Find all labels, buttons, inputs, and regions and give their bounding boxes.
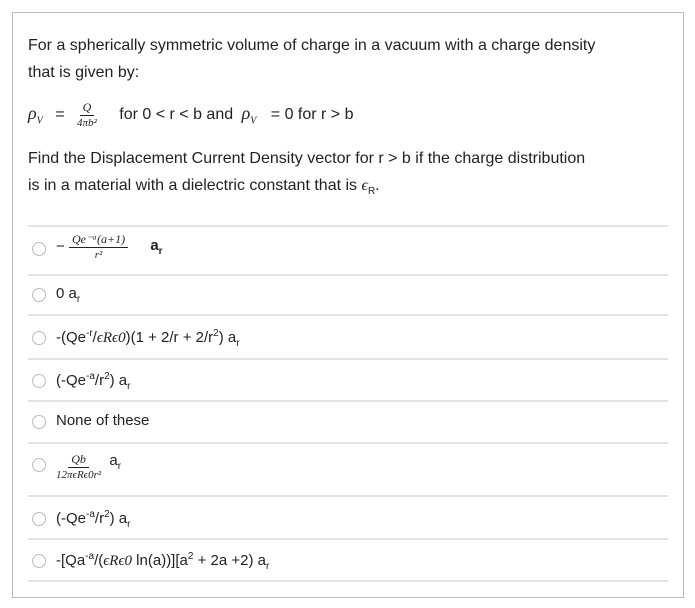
question-line-1: For a spherically symmetric volume of charge in a vacuum with a charge density bbox=[28, 37, 596, 54]
divider bbox=[28, 538, 668, 540]
option-5-radio[interactable] bbox=[32, 415, 46, 429]
option-text: 0 a bbox=[56, 285, 77, 302]
option-6-label[interactable] bbox=[56, 452, 121, 482]
minus-sign: − bbox=[56, 237, 65, 255]
equals-sign: = bbox=[55, 106, 65, 124]
option-6-fraction bbox=[56, 452, 101, 482]
option-1-fraction bbox=[69, 232, 128, 262]
unit-subscript: r bbox=[266, 561, 270, 572]
question-line-4-text: is in a material with a dielectric constant that is bbox=[28, 177, 358, 194]
superscript: -a bbox=[86, 371, 95, 382]
option-text: / bbox=[92, 329, 97, 346]
option-text: (-Qe bbox=[56, 510, 86, 527]
rho-symbol: ρ bbox=[241, 103, 251, 124]
divider bbox=[28, 274, 668, 276]
epsilon-product: ϵRϵ0 bbox=[103, 553, 133, 569]
epsilon-symbol: ϵ bbox=[361, 177, 368, 194]
epsilon-product: ϵRϵ0 bbox=[96, 330, 126, 346]
option-1-label[interactable] bbox=[56, 232, 163, 262]
question-line-3: Find the Displacement Current Density vector for r > b if the charge distribution bbox=[28, 150, 586, 167]
option-2-radio[interactable] bbox=[32, 288, 46, 302]
option-text: + 2a +2) a bbox=[193, 552, 266, 569]
option-5-label[interactable] bbox=[56, 412, 149, 429]
unit-vector: a bbox=[150, 237, 159, 254]
unit-subscript: r bbox=[236, 338, 240, 349]
superscript: 2 bbox=[187, 551, 194, 562]
superscript: -a bbox=[86, 509, 95, 520]
option-8-radio[interactable] bbox=[32, 554, 46, 568]
option-4-label[interactable] bbox=[56, 371, 131, 392]
unit-subscript: r bbox=[127, 519, 131, 530]
divider bbox=[28, 225, 668, 227]
superscript: 2 bbox=[104, 509, 110, 520]
divider bbox=[28, 442, 668, 444]
fraction-denominator: r² bbox=[94, 249, 103, 261]
option-4-radio[interactable] bbox=[32, 374, 46, 388]
option-3-label[interactable] bbox=[56, 328, 240, 349]
unit-subscript: r bbox=[158, 246, 163, 257]
fraction-numerator: Qe⁻ᵃ(a+1) bbox=[69, 232, 128, 248]
option-1-radio[interactable] bbox=[32, 242, 46, 256]
option-text: (-Qe bbox=[56, 372, 86, 389]
option-text: ) a bbox=[109, 372, 128, 389]
option-7-radio[interactable] bbox=[32, 512, 46, 526]
option-6-radio[interactable] bbox=[32, 458, 46, 472]
divider bbox=[28, 495, 668, 497]
question-line-2: that is given by: bbox=[28, 64, 140, 81]
question-line-4 bbox=[28, 172, 380, 205]
option-3-radio[interactable] bbox=[32, 331, 46, 345]
option-text: ) a bbox=[218, 329, 237, 346]
unit-subscript: r bbox=[76, 294, 81, 305]
divider bbox=[28, 580, 668, 582]
divider bbox=[28, 358, 668, 360]
rho-subscript: V bbox=[36, 115, 43, 127]
unit-subscript: r bbox=[127, 381, 131, 392]
superscript: -a bbox=[85, 551, 95, 562]
option-7-label[interactable] bbox=[56, 509, 131, 530]
option-text: )(1 + 2/r + 2/r bbox=[125, 329, 214, 346]
option-text: ln(a))][a bbox=[132, 552, 188, 569]
condition-inside: for 0 < r < b and bbox=[119, 106, 234, 124]
superscript: -r bbox=[86, 328, 93, 339]
superscript: 2 bbox=[104, 371, 110, 382]
superscript: 2 bbox=[213, 328, 219, 339]
option-text: /r bbox=[94, 510, 105, 527]
charge-density-equation bbox=[28, 100, 354, 135]
option-text: /r bbox=[94, 372, 105, 389]
period: . bbox=[375, 177, 380, 194]
rho-symbol: ρ bbox=[28, 103, 37, 124]
option-text: ) a bbox=[109, 510, 128, 527]
option-2-label[interactable] bbox=[56, 285, 80, 305]
condition-outside: = 0 for r > b bbox=[270, 106, 354, 124]
rho-subscript: V bbox=[250, 115, 257, 127]
fraction-numerator: Qb bbox=[68, 452, 89, 468]
option-text: /( bbox=[94, 552, 104, 569]
option-text: -[Qa bbox=[56, 552, 86, 569]
fraction-numerator: Q bbox=[80, 100, 95, 116]
unit-subscript: r bbox=[117, 461, 122, 472]
density-fraction bbox=[77, 100, 97, 130]
divider bbox=[28, 314, 668, 316]
option-text: -(Qe bbox=[56, 329, 86, 346]
epsilon-subscript: R bbox=[367, 186, 376, 198]
option-text: None of these bbox=[56, 412, 150, 429]
fraction-denominator: 12πϵRϵ0r² bbox=[56, 469, 102, 481]
unit-vector: a bbox=[109, 452, 118, 469]
divider bbox=[28, 400, 668, 402]
option-8-label[interactable] bbox=[56, 551, 269, 572]
fraction-denominator: 4πb² bbox=[77, 117, 97, 129]
